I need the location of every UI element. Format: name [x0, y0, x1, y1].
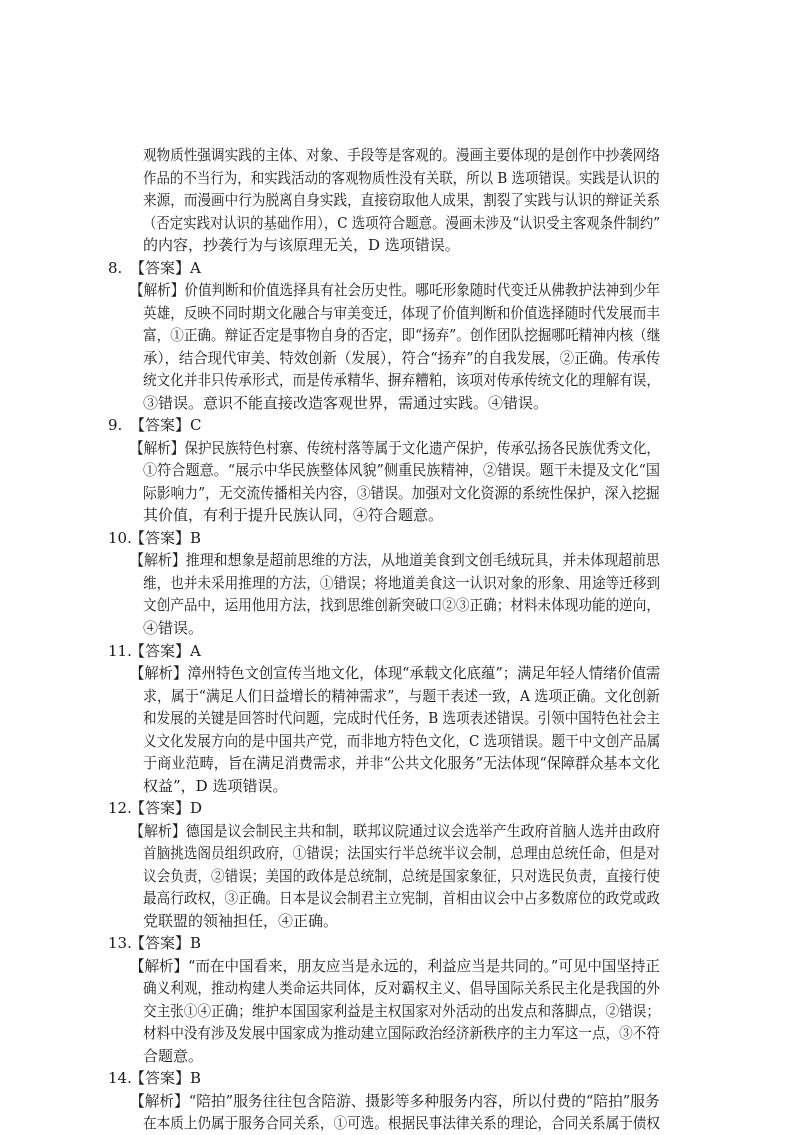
explanation-line: 在本质上仍属于服务合同关系，①可选。根据民事法律关系的理论，合同关系属于债权: [143, 1114, 661, 1132]
item-number: 11.: [108, 642, 132, 660]
item-number: 13.: [108, 934, 132, 952]
explanation-line: 富，①正确。辩证否定是事物自身的否定，即“扬弃”。创作团队挖掘哪吒精神内核（继: [143, 326, 661, 344]
answer-label: 【答案】A: [130, 642, 201, 660]
explanation-line: 首脑挑选阁员组织政府，①错误；法国实行半总统半议会制，总理由总统任命，但是对: [143, 844, 661, 862]
explanation-line: 际影响力”，无交流传播相关内容，③错误。加强对文化资源的系统性保护，深入挖掘: [143, 484, 660, 502]
explanation-line: 最高行政权，③正确。日本是议会制君主立宪制，首相由议会中占多数席位的政党或政: [143, 889, 661, 907]
explanation-line: 【解析】“而在中国看来，朋友应当是永远的，利益应当是共同的。”可见中国坚持正: [130, 957, 660, 975]
explanation-line: 英雄，反映不同时期文化融合与审美变迁，体现了价值判断和价值选择随时代发展而丰: [143, 304, 661, 322]
item-number: 9.: [108, 416, 123, 434]
answer-label: 【答案】B: [130, 1069, 202, 1087]
explanation-line: 【解析】德国是议会制民主共和制，联邦议院通过议会选举产生政府首脑人选并由政府: [130, 822, 661, 840]
explanation-line: 党联盟的领袖担任，④正确。: [143, 912, 339, 930]
explanation-line: 确义利观，推动构建人类命运共同体，反对霸权主义、倡导国际关系民主化是我国的外: [143, 979, 661, 997]
explanation-line: ④错误。: [143, 619, 204, 637]
explanation-line: 其价值，有利于提升民族认同，④符合题意。: [143, 506, 444, 524]
answer-label: 【答案】A: [130, 259, 201, 277]
answer-label: 【答案】B: [130, 529, 202, 547]
text-line: 作品的不当行为，和实践活动的客观物质性没有关联，所以 B 选项错误。实践是认识的: [143, 169, 660, 187]
explanation-line: 统文化并非只传承形式，而是传承精华、摒弃糟粕，该项对传承传统文化的理解有误，: [143, 371, 661, 389]
explanation-line: 承），结合现代审美、特效创新（发展），符合“扬弃”的自我发展，②正确。传承传: [143, 349, 661, 367]
explanation-line: 交主张①④正确；维护本国国家利益是主权国家对外活动的出发点和落脚点，②错误；: [143, 1002, 661, 1020]
explanation-line: 文创产品中，运用他用方法，找到思维创新突破口②③正确；材料未体现功能的逆向，: [143, 596, 661, 614]
explanation-line: 材料中没有涉及发展中国家成为推动建立国际政治经济新秩序的主力军这一点，③不符: [143, 1024, 661, 1042]
text-line: 的内容，抄袭行为与该原理无关，D 选项错误。: [143, 236, 460, 254]
answer-label: 【答案】B: [130, 934, 202, 952]
explanation-line: 【解析】漳州特色文创宣传当地文化，体现“承载文化底蕴”；满足年轻人情绪价值需: [130, 664, 661, 682]
explanation-line: 维，也并未采用推理的方法，①错误；将地道美食这一认识对象的形象、用途等迁移到: [143, 574, 661, 592]
explanation-line: 【解析】保护民族特色村寨、传统村落等属于文化遗产保护，传承弘扬各民族优秀文化，: [130, 439, 661, 457]
explanation-line: 权益”，D 选项错误。: [143, 777, 288, 795]
explanation-line: ①符合题意。“展示中华民族整体风貌”侧重民族精神，②错误。题干未提及文化“国: [143, 461, 660, 479]
explanation-line: 求，属于“满足人们日益增长的精神需求”，与题干表述一致，A 选项正确。文化创新: [143, 687, 660, 705]
explanation-line: 【解析】推理和想象是超前思维的方法，从地道美食到文创毛绒玩具，并未体现超前思: [130, 551, 661, 569]
item-number: 12.: [108, 799, 132, 817]
explanation-line: 和发展的关键是回答时代问题，完成时代任务，B 选项表述错误。引领中国特色社会主: [143, 709, 660, 727]
item-number: 10.: [108, 529, 132, 547]
explanation-line: ③错误。意识不能直接改造客观世界，需通过实践。④错误。: [143, 394, 549, 412]
explanation-line: 【解析】价值判断和价值选择具有社会历史性。哪吒形象随时代变迁从佛教护法神到少年: [130, 281, 661, 299]
answer-label: 【答案】C: [130, 416, 202, 434]
text-line: 来源，而漫画中行为脱离自身实践，直接窃取他人成果，割裂了实践与认识的辩证关系: [143, 191, 661, 209]
explanation-line: 【解析】“陪拍”服务往往包含陪游、摄影等多种服务内容，所以付费的“陪拍”服务: [130, 1092, 660, 1110]
explanation-line: 于商业范畴，旨在满足消费需求，并非“公共文化服务”无法体现“保障群众基本文化: [143, 754, 660, 772]
explanation-line: 议会负责，②错误；美国的政体是总统制，总统是国家象征，只对选民负责，直接行使: [143, 867, 661, 885]
explanation-line: 合题意。: [143, 1047, 204, 1065]
explanation-line: 义文化发展方向的是中国共产党，而非地方特色文化，C 选项错误。题干中文创产品属: [143, 732, 661, 750]
answer-label: 【答案】D: [130, 799, 203, 817]
item-number: 14.: [108, 1069, 132, 1087]
text-line: （否定实践对认识的基础作用），C 选项符合题意。漫画未涉及“认识受主客观条件制约”: [143, 214, 661, 232]
item-number: 8.: [108, 259, 123, 277]
text-line: 观物质性强调实践的主体、对象、手段等是客观的。漫画主要体现的是创作中抄袭网络: [143, 146, 661, 164]
